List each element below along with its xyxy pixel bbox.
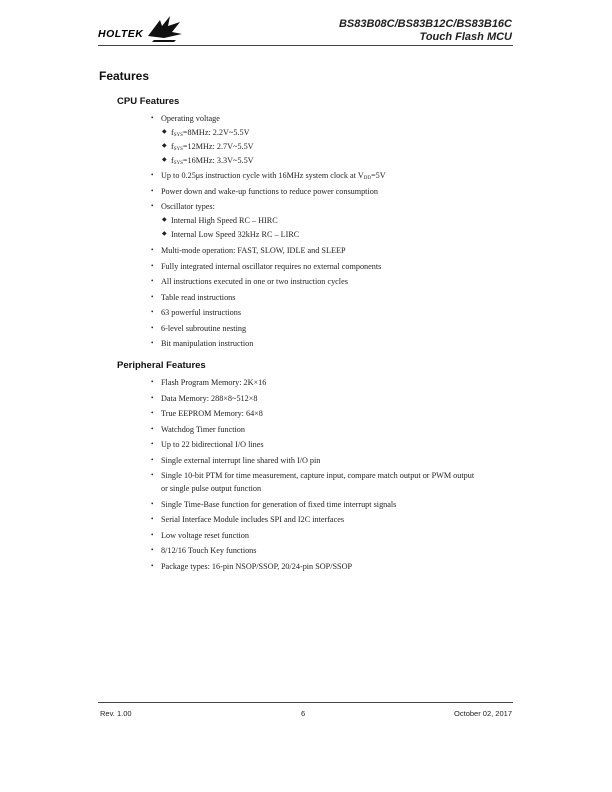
bullet-icon: • [151,277,154,285]
list-item-text: 63 powerful instructions [161,308,242,317]
bullet-icon: • [151,378,154,386]
list-item-text: Power down and wake-up functions to reduce power consumption [161,187,378,196]
list-item-text: Multi-mode operation: FAST, SLOW, IDLE and SLEEP [161,246,346,255]
logo-bird-icon [146,14,186,44]
footer-revision: Rev. 1.00 [100,709,132,718]
footer-page-number: 6 [301,709,306,718]
list-item-text: Single external interrupt line shared with I/O pin [161,456,321,465]
bullet-icon: • [151,425,154,433]
bullet-icon: • [151,324,154,332]
list-item-text: Up to 0.25μs instruction cycle with 16MHz system clock at $V_{DD}=5V$ [161,171,386,181]
list-item-text: Data Memory: 288×8~512×8 [161,394,258,403]
list-item-text: 8/12/16 Touch Key functions [161,546,257,555]
bullet-icon: • [151,293,154,301]
bullet-icon: • [151,202,154,210]
list-item-text: or single pulse output function [161,484,262,493]
list-item-text: Oscillator types: [161,202,215,211]
bullet-icon: • [151,471,154,479]
footer-date: October 02, 2017 [454,709,512,718]
bullet-icon: • [151,394,154,402]
list-item-text: Flash Program Memory: 2K×16 [161,378,267,387]
bullet-icon: • [151,562,154,570]
list-item-text: True EEPROM Memory: 64×8 [161,409,263,418]
list-item-text: Package types: 16-pin NSOP/SSOP, 20/24-pin SOP/SSOP [161,562,353,571]
peripheral-features-heading: Peripheral Features [117,360,206,371]
diamond-bullet-icon: ◆ [162,129,167,135]
bullet-icon: • [151,262,154,270]
list-item-text: All instructions executed in one or two instruction cycles [161,277,348,286]
list-item-text: Serial Interface Module includes SPI and I2C interfaces [161,515,345,524]
logo-text: HOLTEK [98,28,144,40]
bullet-icon: • [151,187,154,195]
list-item-text: Fully integrated internal oscillator requires no external components [161,262,382,271]
list-item-text: Single Time-Base function for generation of fixed time interrupt signals [161,500,397,509]
sub-item-text: Internal High Speed RC – HIRC [171,216,278,225]
footer-rule [98,702,513,703]
bullet-icon: • [151,456,154,464]
list-item-text: 6-level subroutine nesting [161,324,247,333]
bullet-icon: • [151,531,154,539]
list-item-text: Watchdog Timer function [161,425,245,434]
bullet-icon: • [151,114,154,122]
list-item-text: Low voltage reset function [161,531,249,540]
bullet-icon: • [151,546,154,554]
bullet-icon: • [151,440,154,448]
diamond-bullet-icon: ◆ [162,217,167,223]
header-rule [98,45,513,46]
diamond-bullet-icon: ◆ [162,231,167,237]
holtek-logo [98,14,188,48]
list-item-text: Up to 22 bidirectional I/O lines [161,440,264,449]
list-item-text: Bit manipulation instruction [161,339,254,348]
sub-item-text: Internal Low Speed 32kHz RC – LIRC [171,230,300,239]
sub-item-text: $f_{SYS}=16MHz$: 3.3V~5.5V [171,156,254,166]
bullet-icon: • [151,339,154,347]
sub-item-text: $f_{SYS}=12MHz$: 2.7V~5.5V [171,142,254,152]
bullet-icon: • [151,308,154,316]
document-title [339,18,512,44]
bullet-icon: • [151,246,154,254]
bullet-icon: • [151,500,154,508]
list-item-text: Single 10-bit PTM for time measurement, capture input, compare match output or PWM output [161,471,475,480]
document-title-part-numbers: BS83B08C/BS83B12C/BS83B16C [338,18,512,30]
diamond-bullet-icon: ◆ [162,143,167,149]
list-item-text: Table read instructions [161,293,236,302]
document-title-product: Touch Flash MCU [419,31,512,43]
cpu-features-heading: CPU Features [117,96,180,107]
bullet-icon: • [151,409,154,417]
page-title: Features [99,69,150,83]
sub-item-text: $f_{SYS}=8MHz$: 2.2V~5.5V [171,128,250,138]
bullet-icon: • [151,515,154,523]
list-item-text: Operating voltage [161,114,220,123]
bullet-icon: • [151,171,154,179]
diamond-bullet-icon: ◆ [162,157,167,163]
